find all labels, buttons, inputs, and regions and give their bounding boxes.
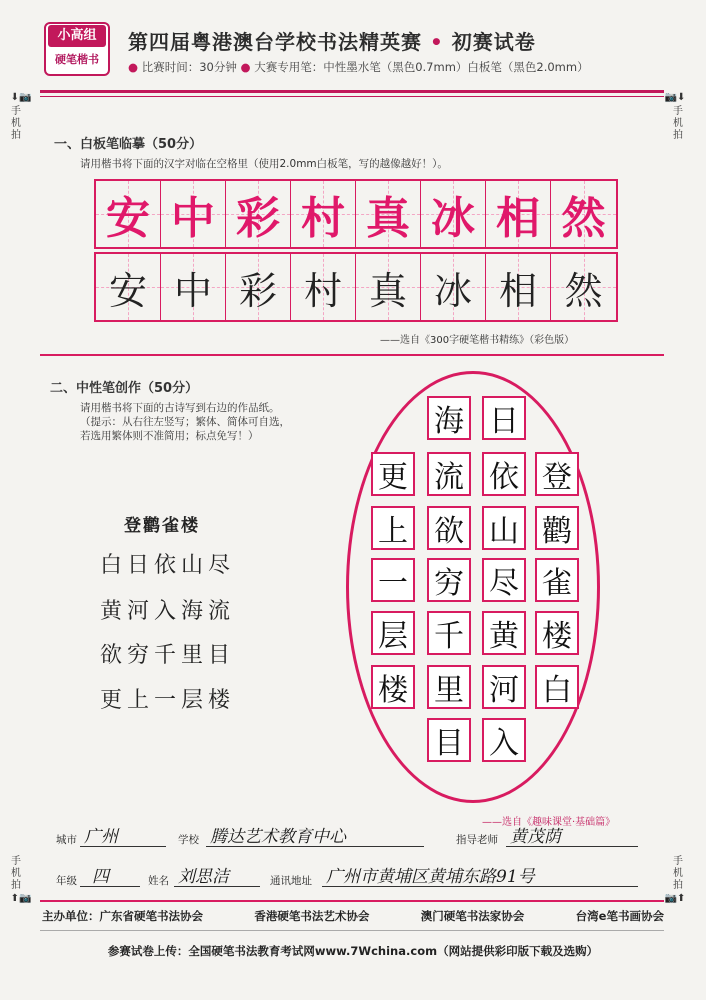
header-rule bbox=[40, 90, 664, 93]
work-cell: 欲 bbox=[427, 506, 471, 550]
section2-desc-3: 若选用繁体则不准简用；标点免写！） bbox=[80, 430, 259, 442]
model-cell: 彩 bbox=[226, 181, 291, 247]
address-value: 广州市黄埔区黄埔东路91号 bbox=[326, 867, 535, 887]
poem-title: 登鹳雀楼 bbox=[124, 516, 200, 536]
camera-down-icon: 📷⬇ bbox=[664, 92, 686, 103]
title-tail: 初赛试卷 bbox=[451, 30, 536, 54]
work-cell: 里 bbox=[427, 665, 471, 709]
section1-title: 一、白板笔临摹（50分） bbox=[54, 137, 203, 152]
work-cell: 海 bbox=[427, 396, 471, 440]
school-value: 腾达艺术教育中心 bbox=[210, 827, 346, 847]
teacher-field[interactable] bbox=[506, 828, 638, 847]
city-value: 广州 bbox=[84, 827, 118, 847]
practice-cell: 村 bbox=[291, 254, 356, 320]
title-dot: • bbox=[429, 30, 444, 54]
work-cell: 尽 bbox=[482, 558, 526, 602]
work-cell: 鹳 bbox=[535, 506, 579, 550]
footer-divider bbox=[40, 900, 664, 902]
model-cell: 村 bbox=[291, 181, 356, 247]
grade-label: 年级 bbox=[56, 875, 77, 887]
side-note-bottom-left: 手 机 拍 bbox=[11, 856, 21, 891]
practice-cell: 相 bbox=[486, 254, 551, 320]
work-cell: 上 bbox=[371, 506, 415, 550]
name-label: 姓名 bbox=[148, 875, 169, 887]
model-cell: 安 bbox=[96, 181, 161, 247]
work-cell: 河 bbox=[482, 665, 526, 709]
section2-desc-2: （提示：从右往左竖写；繁体、简体可自选， bbox=[80, 416, 290, 428]
work-cell: 千 bbox=[427, 611, 471, 655]
organizer: 澳门硬笔书法家协会 bbox=[420, 909, 525, 923]
practice-grid bbox=[94, 252, 618, 322]
work-cell: 入 bbox=[482, 718, 526, 762]
work-cell: 黄 bbox=[482, 611, 526, 655]
organizer: 台湾e笔书画协会 bbox=[575, 909, 664, 923]
work-cell: 目 bbox=[427, 718, 471, 762]
model-cell: 真 bbox=[356, 181, 421, 247]
footer-thin-rule bbox=[40, 930, 664, 931]
school-field[interactable] bbox=[206, 828, 424, 847]
name-value: 刘思洁 bbox=[178, 867, 229, 887]
camera-down-icon: ⬇📷 bbox=[10, 92, 32, 103]
work-cell: 山 bbox=[482, 506, 526, 550]
practice-cell: 彩 bbox=[226, 254, 291, 320]
side-note-bottom-right: 手 机 拍 bbox=[673, 856, 683, 891]
bullet-icon: ● bbox=[128, 60, 139, 74]
organizers bbox=[42, 908, 664, 924]
exam-time: 比赛时间：30分钟 bbox=[141, 60, 237, 74]
title-main: 第四届粤港澳台学校书法精英赛 bbox=[128, 30, 422, 54]
work-cell: 白 bbox=[535, 665, 579, 709]
grade-field[interactable] bbox=[80, 868, 140, 887]
poem-line: 黄河入海流 bbox=[100, 599, 236, 624]
upload-footer: 参赛试卷上传：全国硬笔书法教育考试网www.7Wchina.com（网站提供彩印版下载及选购） bbox=[107, 944, 599, 958]
practice-cell: 冰 bbox=[421, 254, 486, 320]
organizer: 香港硬笔书法艺术协会 bbox=[254, 909, 370, 923]
model-cell: 冰 bbox=[421, 181, 486, 247]
name-field[interactable] bbox=[174, 868, 260, 887]
exam-info bbox=[128, 59, 589, 75]
model-cell: 中 bbox=[161, 181, 226, 247]
badge-group-label: 小高组 bbox=[48, 25, 106, 47]
practice-cell: 然 bbox=[551, 254, 616, 320]
work-cell: 流 bbox=[427, 452, 471, 496]
poem-line: 更上一层楼 bbox=[100, 688, 236, 713]
header-rule-thin bbox=[40, 96, 664, 97]
work-cell: 穷 bbox=[427, 558, 471, 602]
city-field[interactable] bbox=[80, 828, 166, 847]
model-cell: 相 bbox=[486, 181, 551, 247]
section1-desc: 请用楷书将下面的汉字对临在空格里（使用2.0mm白板笔，写的越像越好！）。 bbox=[80, 158, 448, 170]
work-cell: 更 bbox=[371, 452, 415, 496]
practice-cell: 真 bbox=[356, 254, 421, 320]
teacher-label: 指导老师 bbox=[456, 834, 498, 846]
work-cell: 登 bbox=[535, 452, 579, 496]
grade-value: 四 bbox=[92, 867, 109, 887]
section-divider bbox=[40, 354, 664, 356]
poem-line: 白日依山尽 bbox=[100, 553, 236, 578]
practice-cell: 中 bbox=[161, 254, 226, 320]
section1-source: ——选自《300字硬笔楷书精练》（彩色版） bbox=[380, 335, 575, 346]
work-cell: 雀 bbox=[535, 558, 579, 602]
work-cell: 楼 bbox=[371, 665, 415, 709]
practice-cell: 安 bbox=[96, 254, 161, 320]
bullet-icon: ● bbox=[240, 60, 251, 74]
exam-pens: 大赛专用笔：中性墨水笔（黑色0.7mm）白板笔（黑色2.0mm） bbox=[254, 60, 589, 74]
model-cell: 然 bbox=[551, 181, 616, 247]
side-note-top-right: 手 机 拍 bbox=[673, 106, 683, 141]
address-label: 通讯地址 bbox=[270, 875, 312, 887]
section2-desc-1: 请用楷书将下面的古诗写到右边的作品纸。 bbox=[80, 402, 280, 414]
work-cell: 层 bbox=[371, 611, 415, 655]
work-cell: 依 bbox=[482, 452, 526, 496]
poem-line: 欲穷千里目 bbox=[100, 643, 236, 668]
address-field[interactable] bbox=[322, 868, 638, 887]
badge-style-label: 硬笔楷书 bbox=[55, 53, 99, 66]
section2-title: 二、中性笔创作（50分） bbox=[50, 381, 199, 396]
teacher-value: 黄茂荫 bbox=[510, 827, 561, 847]
page-title bbox=[128, 26, 536, 55]
school-label: 学校 bbox=[178, 834, 199, 846]
side-note-top-left: 手 机 拍 bbox=[11, 106, 21, 141]
work-cell: 一 bbox=[371, 558, 415, 602]
camera-up-icon: 📷⬆ bbox=[664, 893, 686, 904]
group-badge bbox=[44, 22, 110, 76]
work-cell: 楼 bbox=[535, 611, 579, 655]
city-label: 城市 bbox=[56, 834, 77, 846]
organizer: 主办单位：广东省硬笔书法协会 bbox=[42, 909, 203, 923]
model-grid bbox=[94, 179, 618, 249]
camera-up-icon: ⬆📷 bbox=[10, 893, 32, 904]
work-cell: 日 bbox=[482, 396, 526, 440]
section2-source: ——选自《趣味课堂·基础篇》 bbox=[482, 817, 616, 828]
